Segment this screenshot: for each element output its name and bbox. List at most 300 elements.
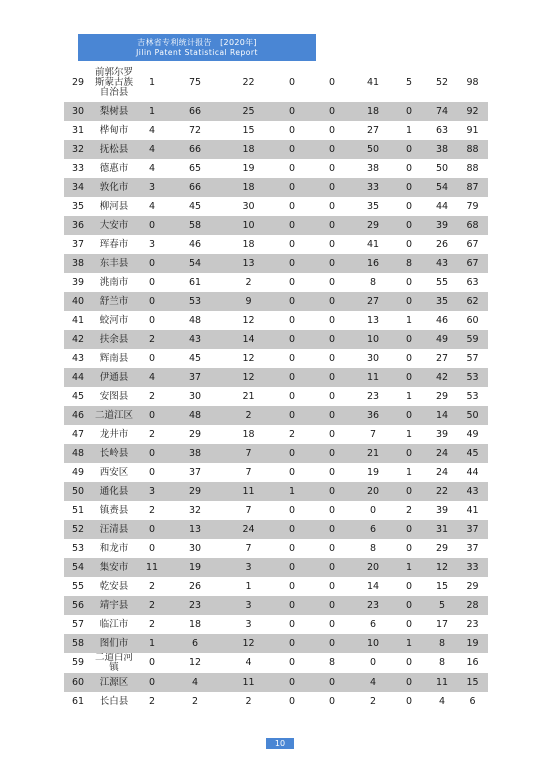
value-cell: 0: [391, 216, 427, 235]
value-cell: 3: [136, 178, 168, 197]
value-cell: 4: [355, 673, 391, 692]
value-cell: 3: [148, 238, 156, 250]
value-cell: 91: [466, 124, 479, 136]
row-index-cell: 61: [71, 695, 85, 707]
table-row: [64, 673, 488, 692]
region-name-cell: 洮南市: [99, 276, 129, 288]
value-cell: 0: [288, 200, 296, 212]
value-cell: 0: [275, 520, 309, 539]
value-cell: 29: [168, 482, 222, 501]
value-cell: 11: [427, 673, 457, 692]
value-cell: 20: [355, 482, 391, 501]
value-cell: 29: [466, 580, 479, 592]
table-row: [64, 653, 488, 673]
value-cell: 38: [168, 444, 222, 463]
region-name-cell: 靖宇县: [92, 596, 136, 615]
value-cell: 0: [288, 542, 296, 554]
region-name-cell: 图们市: [92, 634, 136, 653]
value-cell: 15: [457, 673, 488, 692]
row-index-cell: 44: [64, 368, 92, 387]
table-row: [64, 444, 488, 463]
value-cell: 2: [148, 618, 156, 630]
value-cell: 0: [288, 124, 296, 136]
value-cell: 0: [288, 618, 296, 630]
region-name-cell: 抚松县: [92, 140, 136, 159]
value-cell: 0: [405, 352, 413, 364]
value-cell: 0: [275, 368, 309, 387]
value-cell: 65: [188, 162, 202, 174]
region-name-cell: 安图县: [99, 390, 129, 402]
value-cell: 12: [242, 352, 255, 364]
report-header-banner: [78, 34, 316, 61]
value-cell: 33: [355, 178, 391, 197]
value-cell: 53: [168, 292, 222, 311]
value-cell: 0: [148, 657, 156, 668]
row-index-cell: 43: [71, 352, 85, 364]
value-cell: 18: [222, 140, 275, 159]
value-cell: 2: [136, 330, 168, 349]
region-name-cell: 二道江区: [92, 406, 136, 425]
value-cell: 1: [405, 466, 413, 478]
value-cell: 0: [328, 504, 336, 516]
region-name-cell: 珲春市: [99, 238, 129, 250]
row-index-cell: 42: [64, 330, 92, 349]
value-cell: 19: [366, 466, 380, 478]
table-row: [64, 159, 488, 178]
row-index-cell: 55: [71, 580, 85, 592]
value-cell: 45: [457, 444, 488, 463]
value-cell: 67: [457, 254, 488, 273]
table-row: [64, 406, 488, 425]
value-cell: 63: [466, 276, 479, 288]
value-cell: 8: [391, 254, 427, 273]
value-cell: 43: [457, 482, 488, 501]
value-cell: 3: [245, 618, 252, 630]
region-name-cell: 桦甸市: [99, 124, 129, 136]
value-cell: 22: [427, 482, 457, 501]
value-cell: 2: [148, 695, 156, 707]
value-cell: 2: [136, 596, 168, 615]
value-cell: 41: [466, 504, 479, 516]
value-cell: 18: [242, 238, 255, 250]
region-name-cell: 龙井市: [99, 428, 129, 440]
value-cell: 0: [275, 140, 309, 159]
value-cell: 54: [427, 178, 457, 197]
value-cell: 4: [245, 657, 252, 668]
value-cell: 0: [275, 292, 309, 311]
region-name-cell: 伊通县: [92, 368, 136, 387]
row-index-cell: 30: [64, 102, 92, 121]
value-cell: 2: [288, 428, 296, 440]
region-name-cell: 汪清县: [92, 520, 136, 539]
row-index-cell: 49: [71, 466, 85, 478]
value-cell: 54: [168, 254, 222, 273]
value-cell: 17: [435, 618, 449, 630]
table-row: [64, 330, 488, 349]
table-row: [64, 64, 488, 102]
value-cell: 3: [222, 596, 275, 615]
table-row: [64, 463, 488, 482]
value-cell: 0: [391, 102, 427, 121]
value-cell: 38: [427, 140, 457, 159]
region-name-cell: 德惠市: [99, 162, 129, 174]
value-cell: 24: [222, 520, 275, 539]
value-cell: 61: [188, 276, 202, 288]
value-cell: 0: [136, 406, 168, 425]
value-cell: 0: [405, 580, 413, 592]
value-cell: 4: [168, 673, 222, 692]
value-cell: 0: [309, 178, 355, 197]
value-cell: 43: [168, 330, 222, 349]
row-index-cell: 39: [71, 276, 85, 288]
value-cell: 11: [355, 368, 391, 387]
value-cell: 27: [366, 124, 380, 136]
row-index-cell: 47: [71, 428, 85, 440]
value-cell: 6: [369, 618, 377, 630]
region-name-cell: 辉南县: [99, 352, 129, 364]
value-cell: 5: [427, 596, 457, 615]
value-cell: 74: [427, 102, 457, 121]
value-cell: 0: [309, 406, 355, 425]
value-cell: 20: [355, 558, 391, 577]
value-cell: 67: [466, 238, 479, 250]
value-cell: 1: [136, 102, 168, 121]
value-cell: 2: [245, 276, 252, 288]
value-cell: 0: [288, 695, 296, 707]
value-cell: 88: [466, 162, 479, 174]
value-cell: 23: [466, 618, 479, 630]
patent-statistics-table: [64, 64, 488, 711]
row-index-cell: 35: [71, 200, 85, 212]
value-cell: 29: [188, 428, 202, 440]
value-cell: 4: [136, 368, 168, 387]
value-cell: 37: [457, 520, 488, 539]
value-cell: 58: [168, 216, 222, 235]
value-cell: 0: [309, 634, 355, 653]
value-cell: 19: [457, 634, 488, 653]
value-cell: 1: [391, 558, 427, 577]
value-cell: 0: [309, 102, 355, 121]
value-cell: 24: [435, 466, 449, 478]
value-cell: 2: [148, 390, 156, 402]
value-cell: 0: [148, 542, 156, 554]
value-cell: 4: [136, 140, 168, 159]
value-cell: 0: [405, 618, 413, 630]
value-cell: 8: [438, 657, 446, 668]
table-row: [64, 121, 488, 140]
value-cell: 48: [188, 314, 202, 326]
value-cell: 0: [328, 276, 336, 288]
value-cell: 11: [222, 673, 275, 692]
value-cell: 63: [435, 124, 449, 136]
value-cell: 35: [427, 292, 457, 311]
value-cell: 0: [405, 657, 413, 668]
value-cell: 10: [355, 634, 391, 653]
value-cell: 2: [148, 580, 156, 592]
value-cell: 0: [405, 238, 413, 250]
value-cell: 23: [366, 390, 380, 402]
value-cell: 62: [457, 292, 488, 311]
value-cell: 72: [188, 124, 202, 136]
value-cell: 0: [405, 276, 413, 288]
page-number: 10: [266, 738, 294, 749]
value-cell: 46: [188, 238, 202, 250]
value-cell: 0: [391, 673, 427, 692]
value-cell: 11: [136, 558, 168, 577]
value-cell: 0: [275, 634, 309, 653]
table-row: [64, 140, 488, 159]
value-cell: 7: [245, 466, 252, 478]
table-body: [64, 64, 488, 711]
value-cell: 29: [435, 542, 449, 554]
value-cell: 0: [391, 482, 427, 501]
region-name-cell: 二道白河镇: [94, 653, 133, 673]
row-index-cell: 60: [64, 673, 92, 692]
value-cell: 0: [391, 178, 427, 197]
region-name-cell: 蛟河市: [99, 314, 129, 326]
value-cell: 0: [328, 695, 336, 707]
value-cell: 23: [168, 596, 222, 615]
value-cell: 37: [466, 542, 479, 554]
value-cell: 6: [469, 695, 476, 707]
value-cell: 12: [222, 368, 275, 387]
value-cell: 44: [435, 200, 449, 212]
value-cell: 0: [288, 276, 296, 288]
value-cell: 19: [242, 162, 255, 174]
value-cell: 0: [275, 330, 309, 349]
value-cell: 0: [328, 162, 336, 174]
value-cell: 0: [405, 200, 413, 212]
value-cell: 26: [188, 580, 202, 592]
value-cell: 0: [328, 314, 336, 326]
table-row: [64, 539, 488, 558]
row-index-cell: 33: [71, 162, 85, 174]
value-cell: 50: [435, 162, 449, 174]
value-cell: 0: [275, 673, 309, 692]
value-cell: 9: [222, 292, 275, 311]
value-cell: 1: [405, 428, 413, 440]
value-cell: 55: [435, 276, 449, 288]
row-index-cell: 50: [64, 482, 92, 501]
value-cell: 0: [391, 330, 427, 349]
value-cell: 1: [275, 482, 309, 501]
value-cell: 28: [457, 596, 488, 615]
value-cell: 57: [466, 352, 479, 364]
value-cell: 0: [148, 352, 156, 364]
value-cell: 36: [355, 406, 391, 425]
region-name-cell: 和龙市: [99, 542, 129, 554]
value-cell: 0: [328, 390, 336, 402]
value-cell: 8: [369, 542, 377, 554]
value-cell: 49: [466, 428, 479, 440]
value-cell: 38: [366, 162, 380, 174]
value-cell: 10: [222, 216, 275, 235]
value-cell: 12: [242, 314, 255, 326]
value-cell: 0: [275, 254, 309, 273]
table-row: [64, 520, 488, 539]
value-cell: 18: [242, 428, 255, 440]
row-index-cell: 56: [64, 596, 92, 615]
value-cell: 15: [435, 580, 449, 592]
value-cell: 52: [435, 77, 449, 88]
region-name-cell: 通化县: [92, 482, 136, 501]
value-cell: 0: [288, 352, 296, 364]
value-cell: 37: [168, 368, 222, 387]
value-cell: 18: [222, 178, 275, 197]
value-cell: 24: [427, 444, 457, 463]
value-cell: 0: [328, 200, 336, 212]
region-name-cell: 扶余县: [92, 330, 136, 349]
value-cell: 0: [328, 466, 336, 478]
value-cell: 27: [355, 292, 391, 311]
value-cell: 25: [222, 102, 275, 121]
value-cell: 1: [405, 390, 413, 402]
value-cell: 0: [405, 695, 413, 707]
table-row: [64, 425, 488, 444]
region-name-cell: 乾安县: [99, 580, 129, 592]
value-cell: 0: [288, 657, 296, 668]
value-cell: 2: [245, 695, 252, 707]
value-cell: 11: [222, 482, 275, 501]
value-cell: 30: [242, 200, 255, 212]
table-row: [64, 615, 488, 634]
table-row: [64, 634, 488, 653]
value-cell: 3: [136, 482, 168, 501]
value-cell: 22: [242, 77, 255, 88]
value-cell: 8: [328, 657, 336, 668]
value-cell: 42: [427, 368, 457, 387]
value-cell: 50: [355, 140, 391, 159]
region-name-cell: 东丰县: [92, 254, 136, 273]
row-index-cell: 52: [64, 520, 92, 539]
value-cell: 0: [309, 254, 355, 273]
value-cell: 45: [188, 200, 202, 212]
table-row: [64, 216, 488, 235]
value-cell: 0: [391, 596, 427, 615]
value-cell: 13: [168, 520, 222, 539]
value-cell: 0: [391, 368, 427, 387]
value-cell: 0: [136, 444, 168, 463]
value-cell: 14: [427, 406, 457, 425]
value-cell: 14: [366, 580, 380, 592]
value-cell: 33: [457, 558, 488, 577]
value-cell: 13: [222, 254, 275, 273]
value-cell: 23: [355, 596, 391, 615]
table-row: [64, 692, 488, 711]
value-cell: 27: [435, 352, 449, 364]
value-cell: 2: [148, 428, 156, 440]
value-cell: 53: [466, 390, 479, 402]
row-index-cell: 40: [64, 292, 92, 311]
region-name-cell: 临江市: [99, 618, 129, 630]
value-cell: 0: [328, 618, 336, 630]
row-index-cell: 48: [64, 444, 92, 463]
value-cell: 1: [136, 634, 168, 653]
table-row: [64, 311, 488, 330]
value-cell: 12: [188, 657, 202, 668]
value-cell: 10: [355, 330, 391, 349]
value-cell: 39: [435, 504, 449, 516]
value-cell: 50: [457, 406, 488, 425]
value-cell: 7: [369, 428, 377, 440]
region-name-cell: 长岭县: [92, 444, 136, 463]
value-cell: 8: [427, 634, 457, 653]
value-cell: 30: [188, 390, 202, 402]
value-cell: 0: [288, 314, 296, 326]
value-cell: 7: [245, 504, 252, 516]
value-cell: 0: [275, 558, 309, 577]
table-row: [64, 368, 488, 387]
table-row: [64, 292, 488, 311]
value-cell: 53: [457, 368, 488, 387]
value-cell: 0: [369, 504, 377, 516]
region-name-cell: 镇赉县: [99, 504, 129, 516]
value-cell: 41: [366, 238, 380, 250]
value-cell: 0: [148, 466, 156, 478]
value-cell: 0: [309, 596, 355, 615]
region-name-cell: 长白县: [99, 695, 129, 707]
table-row: [64, 349, 488, 368]
region-name-cell: 梨树县: [92, 102, 136, 121]
table-row: [64, 273, 488, 292]
value-cell: 44: [466, 466, 479, 478]
region-name-cell: 前郭尔罗斯蒙古族自治县: [94, 67, 133, 98]
value-cell: 2: [148, 504, 156, 516]
value-cell: 7: [222, 444, 275, 463]
value-cell: 14: [222, 330, 275, 349]
value-cell: 0: [328, 238, 336, 250]
value-cell: 0: [309, 140, 355, 159]
value-cell: 1: [391, 634, 427, 653]
value-cell: 30: [366, 352, 380, 364]
value-cell: 92: [457, 102, 488, 121]
value-cell: 0: [391, 292, 427, 311]
value-cell: 26: [435, 238, 449, 250]
value-cell: 12: [427, 558, 457, 577]
value-cell: 41: [366, 77, 380, 88]
value-cell: 39: [435, 428, 449, 440]
value-cell: 0: [328, 352, 336, 364]
row-index-cell: 51: [71, 504, 85, 516]
table-row: [64, 577, 488, 596]
value-cell: 0: [391, 140, 427, 159]
value-cell: 0: [391, 520, 427, 539]
value-cell: 0: [148, 314, 156, 326]
value-cell: 16: [355, 254, 391, 273]
table-row: [64, 558, 488, 577]
region-name-cell: 西安区: [99, 466, 129, 478]
value-cell: 6: [355, 520, 391, 539]
value-cell: 0: [275, 102, 309, 121]
value-cell: 12: [222, 634, 275, 653]
value-cell: 0: [328, 542, 336, 554]
value-cell: 0: [405, 162, 413, 174]
table-row: [64, 482, 488, 501]
value-cell: 18: [355, 102, 391, 121]
table-row: [64, 254, 488, 273]
row-index-cell: 38: [64, 254, 92, 273]
value-cell: 0: [391, 444, 427, 463]
value-cell: 0: [136, 254, 168, 273]
row-index-cell: 32: [64, 140, 92, 159]
value-cell: 75: [188, 77, 202, 88]
value-cell: 49: [427, 330, 457, 349]
table-row: [64, 197, 488, 216]
value-cell: 87: [457, 178, 488, 197]
value-cell: 46: [435, 314, 449, 326]
region-name-cell: 柳河县: [99, 200, 129, 212]
region-name-cell: 江源区: [92, 673, 136, 692]
